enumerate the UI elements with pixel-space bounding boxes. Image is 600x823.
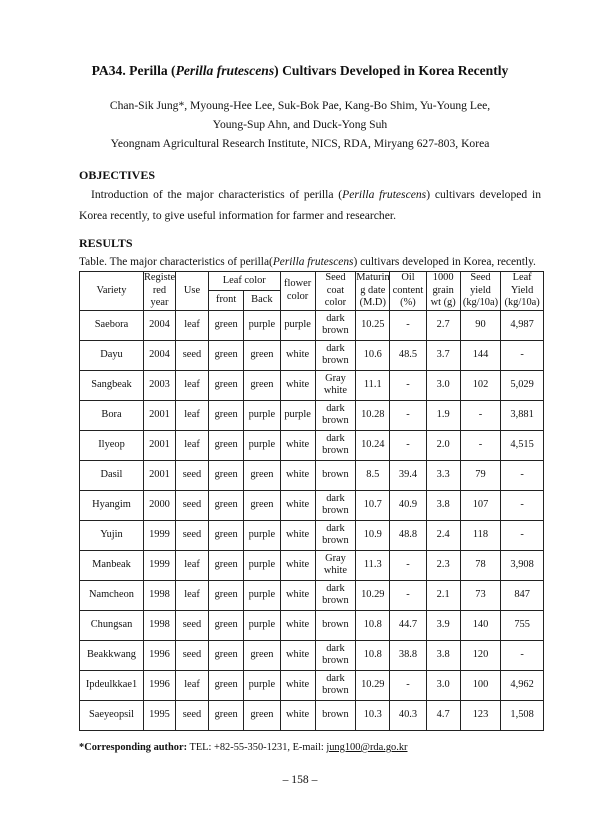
cell-seed-coat: dark brown — [315, 670, 356, 700]
cell-seed-coat: brown — [315, 700, 356, 730]
cell-variety: Ilyeop — [80, 430, 144, 460]
caption-italic: Perilla frutescens — [272, 256, 354, 268]
table-row — [80, 550, 544, 580]
cell-seed-yield: 118 — [460, 520, 501, 550]
cell-leaf-front: green — [209, 700, 244, 730]
cell-year: 2003 — [143, 370, 175, 400]
cell-leaf-front: green — [209, 430, 244, 460]
cell-maturing: 11.1 — [356, 370, 390, 400]
cell-oil: 48.5 — [390, 340, 426, 370]
cell-flower: white — [280, 490, 315, 520]
cell-leaf-yield: 3,881 — [501, 400, 544, 430]
cell-leaf-front: green — [209, 460, 244, 490]
cell-leaf-front: green — [209, 550, 244, 580]
cell-flower: white — [280, 370, 315, 400]
cell-year: 2004 — [143, 310, 175, 340]
cell-variety: Ipdeulkkae1 — [80, 670, 144, 700]
cell-leaf-yield: 4,515 — [501, 430, 544, 460]
cell-year: 1995 — [143, 700, 175, 730]
title-prefix: PA34. Perilla ( — [91, 63, 176, 78]
cell-use: seed — [175, 460, 208, 490]
cell-variety: Bora — [80, 400, 144, 430]
cell-year: 1996 — [143, 640, 175, 670]
cell-seed-yield: 120 — [460, 640, 501, 670]
cell-use: leaf — [175, 400, 208, 430]
authors-line-2: Young-Sup Ahn, and Duck-Yong Suh — [212, 118, 388, 131]
cell-grain-weight: 3.8 — [426, 640, 460, 670]
objectives-heading: OBJECTIVES — [79, 168, 156, 182]
cell-oil: 39.4 — [390, 460, 426, 490]
cell-leaf-yield: - — [501, 340, 544, 370]
cell-use: leaf — [175, 310, 208, 340]
table-row — [80, 490, 544, 520]
cell-use: leaf — [175, 430, 208, 460]
cell-variety: Dasil — [80, 460, 144, 490]
footnote-label: *Corresponding author: — [79, 742, 188, 753]
table-row — [80, 700, 544, 730]
cell-leaf-yield: 1,508 — [501, 700, 544, 730]
cell-leaf-front: green — [209, 610, 244, 640]
cell-leaf-yield: 4,987 — [501, 310, 544, 340]
cell-maturing: 10.29 — [356, 580, 390, 610]
header-flower-color: flower color — [280, 272, 315, 311]
cell-leaf-yield: - — [501, 520, 544, 550]
cell-seed-yield: 144 — [460, 340, 501, 370]
cell-leaf-yield: 5,029 — [501, 370, 544, 400]
cell-maturing: 11.3 — [356, 550, 390, 580]
cell-flower: white — [280, 670, 315, 700]
footnote — [79, 742, 407, 753]
cell-grain-weight: 2.4 — [426, 520, 460, 550]
cell-seed-coat: dark brown — [315, 580, 356, 610]
cell-oil: - — [390, 310, 426, 340]
cell-use: leaf — [175, 550, 208, 580]
cell-grain-weight: 3.7 — [426, 340, 460, 370]
cell-seed-yield: 140 — [460, 610, 501, 640]
cell-oil: - — [390, 670, 426, 700]
table-row — [80, 400, 544, 430]
cell-leaf-back: purple — [244, 670, 280, 700]
cell-seed-coat: brown — [315, 610, 356, 640]
cell-flower: white — [280, 700, 315, 730]
cell-variety: Yujin — [80, 520, 144, 550]
objectives-italic: Perilla frutescens — [342, 188, 427, 201]
table-row — [80, 310, 544, 340]
cell-year: 2004 — [143, 340, 175, 370]
cell-leaf-front: green — [209, 340, 244, 370]
cell-variety: Saebora — [80, 310, 144, 340]
header-variety: Variety — [80, 272, 144, 311]
cell-grain-weight: 3.3 — [426, 460, 460, 490]
cell-seed-coat: brown — [315, 460, 356, 490]
cell-grain-weight: 1.9 — [426, 400, 460, 430]
cell-maturing: 10.25 — [356, 310, 390, 340]
footnote-contact: TEL: +82-55-350-1231, E-mail: — [187, 742, 327, 753]
title-italic: Perilla frutescens — [175, 63, 275, 78]
cell-flower: white — [280, 610, 315, 640]
cell-seed-yield: 73 — [460, 580, 501, 610]
cell-grain-weight: 3.9 — [426, 610, 460, 640]
cell-flower: white — [280, 580, 315, 610]
cell-maturing: 10.8 — [356, 640, 390, 670]
cell-leaf-back: green — [244, 490, 280, 520]
footnote-email[interactable]: jung100@rda.go.kr — [326, 742, 408, 753]
header-oil-content: Oil content (%) — [390, 272, 426, 311]
cell-year: 1998 — [143, 610, 175, 640]
objectives-text-before: Introduction of the major characteristics of perilla ( — [91, 188, 343, 201]
cell-oil: - — [390, 430, 426, 460]
cell-variety: Dayu — [80, 340, 144, 370]
table-caption — [79, 256, 549, 268]
cell-year: 1999 — [143, 520, 175, 550]
cell-seed-yield: - — [460, 400, 501, 430]
cell-grain-weight: 4.7 — [426, 700, 460, 730]
header-leaf-front: front — [209, 291, 244, 310]
cell-oil: 48.8 — [390, 520, 426, 550]
cell-seed-coat: dark brown — [315, 430, 356, 460]
cell-flower: white — [280, 550, 315, 580]
cell-seed-coat: Gray white — [315, 550, 356, 580]
header-leaf-color: Leaf color — [209, 272, 280, 291]
header-use: Use — [175, 272, 208, 311]
header-seed-coat-color: Seed coat color — [315, 272, 356, 311]
cell-seed-coat: dark brown — [315, 490, 356, 520]
cell-seed-coat: dark brown — [315, 400, 356, 430]
table-row — [80, 460, 544, 490]
cell-use: leaf — [175, 370, 208, 400]
cell-flower: purple — [280, 310, 315, 340]
cell-leaf-yield: - — [501, 490, 544, 520]
cell-maturing: 8.5 — [356, 460, 390, 490]
cell-variety: Namcheon — [80, 580, 144, 610]
cell-leaf-back: green — [244, 640, 280, 670]
cultivar-table — [79, 271, 544, 731]
cell-leaf-back: green — [244, 340, 280, 370]
cell-seed-yield: 123 — [460, 700, 501, 730]
cell-grain-weight: 3.0 — [426, 370, 460, 400]
cell-grain-weight: 3.8 — [426, 490, 460, 520]
cell-seed-coat: dark brown — [315, 310, 356, 340]
cell-seed-yield: - — [460, 430, 501, 460]
table-row — [80, 580, 544, 610]
header-leaf-yield: Leaf Yield (kg/10a) — [501, 272, 544, 311]
table-body — [80, 310, 544, 730]
caption-after: ) cultivars developed in Korea, recently. — [353, 256, 536, 268]
cell-leaf-yield: 847 — [501, 580, 544, 610]
cell-leaf-front: green — [209, 310, 244, 340]
cell-oil: - — [390, 370, 426, 400]
cell-maturing: 10.8 — [356, 610, 390, 640]
cell-use: leaf — [175, 670, 208, 700]
cell-seed-coat: dark brown — [315, 340, 356, 370]
affiliation: Yeongnam Agricultural Research Institute, NICS, RDA, Miryang 627-803, Korea — [110, 137, 490, 150]
cell-year: 1998 — [143, 580, 175, 610]
cell-flower: white — [280, 460, 315, 490]
page-title — [0, 63, 600, 79]
cell-year: 1999 — [143, 550, 175, 580]
cell-leaf-yield: - — [501, 460, 544, 490]
cell-year: 2000 — [143, 490, 175, 520]
cell-leaf-back: purple — [244, 400, 280, 430]
cell-use: seed — [175, 640, 208, 670]
cell-oil: - — [390, 580, 426, 610]
cell-use: seed — [175, 700, 208, 730]
cell-maturing: 10.7 — [356, 490, 390, 520]
cell-flower: white — [280, 340, 315, 370]
cell-leaf-back: purple — [244, 430, 280, 460]
table-row — [80, 520, 544, 550]
cell-leaf-yield: 3,908 — [501, 550, 544, 580]
table-row — [80, 640, 544, 670]
cell-oil: 40.9 — [390, 490, 426, 520]
cell-leaf-back: purple — [244, 610, 280, 640]
cell-flower: white — [280, 520, 315, 550]
cell-leaf-front: green — [209, 640, 244, 670]
author-list — [0, 96, 600, 134]
cell-seed-yield: 102 — [460, 370, 501, 400]
cell-leaf-back: purple — [244, 520, 280, 550]
cell-year: 2001 — [143, 430, 175, 460]
cell-oil: 44.7 — [390, 610, 426, 640]
cell-use: seed — [175, 520, 208, 550]
cell-maturing: 10.24 — [356, 430, 390, 460]
cell-leaf-yield: 4,962 — [501, 670, 544, 700]
cell-leaf-back: green — [244, 700, 280, 730]
cell-maturing: 10.28 — [356, 400, 390, 430]
cell-leaf-yield: - — [501, 640, 544, 670]
cell-variety: Hyangim — [80, 490, 144, 520]
table-row — [80, 370, 544, 400]
table-row — [80, 610, 544, 640]
cell-year: 2001 — [143, 400, 175, 430]
cell-seed-coat: dark brown — [315, 520, 356, 550]
cell-leaf-front: green — [209, 580, 244, 610]
caption-before: Table. The major characteristics of perilla( — [79, 256, 273, 268]
header-maturing-date: Maturin g date (M.D) — [356, 272, 390, 308]
title-suffix: ) Cultivars Developed in Korea Recently — [274, 63, 509, 78]
cell-use: seed — [175, 610, 208, 640]
cell-variety: Beakkwang — [80, 640, 144, 670]
cell-year: 1996 — [143, 670, 175, 700]
header-grain-weight: 1000 grain wt (g) — [426, 272, 460, 311]
cell-seed-yield: 79 — [460, 460, 501, 490]
cell-variety: Manbeak — [80, 550, 144, 580]
cell-use: seed — [175, 340, 208, 370]
cell-leaf-front: green — [209, 400, 244, 430]
header-registered-year: Registe red year — [143, 272, 176, 308]
cell-leaf-back: green — [244, 460, 280, 490]
objectives-paragraph — [79, 184, 541, 226]
cell-flower: purple — [280, 400, 315, 430]
cell-grain-weight: 2.0 — [426, 430, 460, 460]
cell-seed-coat: Gray white — [315, 370, 356, 400]
cell-leaf-back: purple — [244, 550, 280, 580]
cell-variety: Saeyeopsil — [80, 700, 144, 730]
cell-oil: - — [390, 400, 426, 430]
authors-line-1: Chan-Sik Jung*, Myoung-Hee Lee, Suk-Bok Pae, Kang-Bo Shim, Yu-Young Lee, — [109, 99, 491, 112]
table-row — [80, 430, 544, 460]
cell-maturing: 10.6 — [356, 340, 390, 370]
table-row — [80, 340, 544, 370]
cell-leaf-back: purple — [244, 310, 280, 340]
cell-leaf-back: green — [244, 370, 280, 400]
cell-grain-weight: 2.1 — [426, 580, 460, 610]
cell-seed-yield: 90 — [460, 310, 501, 340]
header-seed-yield: Seed yield (kg/10a) — [460, 272, 501, 311]
cell-leaf-front: green — [209, 490, 244, 520]
cell-leaf-front: green — [209, 670, 244, 700]
cell-flower: white — [280, 640, 315, 670]
cell-maturing: 10.29 — [356, 670, 390, 700]
cell-leaf-front: green — [209, 520, 244, 550]
table-row — [80, 670, 544, 700]
cell-grain-weight: 2.3 — [426, 550, 460, 580]
results-heading: RESULTS — [79, 236, 133, 250]
cell-seed-yield: 100 — [460, 670, 501, 700]
cell-maturing: 10.9 — [356, 520, 390, 550]
cell-oil: - — [390, 550, 426, 580]
cell-grain-weight: 3.0 — [426, 670, 460, 700]
cell-oil: 40.3 — [390, 700, 426, 730]
cell-flower: white — [280, 430, 315, 460]
cell-variety: Chungsan — [80, 610, 144, 640]
header-leaf-back: Back — [244, 291, 280, 310]
page-number: – 158 – — [282, 773, 318, 786]
cell-variety: Sangbeak — [80, 370, 144, 400]
cell-seed-yield: 107 — [460, 490, 501, 520]
cell-use: seed — [175, 490, 208, 520]
cell-seed-coat: dark brown — [315, 640, 356, 670]
cell-use: leaf — [175, 580, 208, 610]
objectives-text-after: ) cultivars developed in Korea recently, to give useful information for farmer and researcher. — [79, 188, 542, 222]
cell-leaf-back: purple — [244, 580, 280, 610]
cell-oil: 38.8 — [390, 640, 426, 670]
cell-year: 2001 — [143, 460, 175, 490]
cell-leaf-yield: 755 — [501, 610, 544, 640]
cell-maturing: 10.3 — [356, 700, 390, 730]
cell-leaf-front: green — [209, 370, 244, 400]
cell-seed-yield: 78 — [460, 550, 501, 580]
cell-grain-weight: 2.7 — [426, 310, 460, 340]
